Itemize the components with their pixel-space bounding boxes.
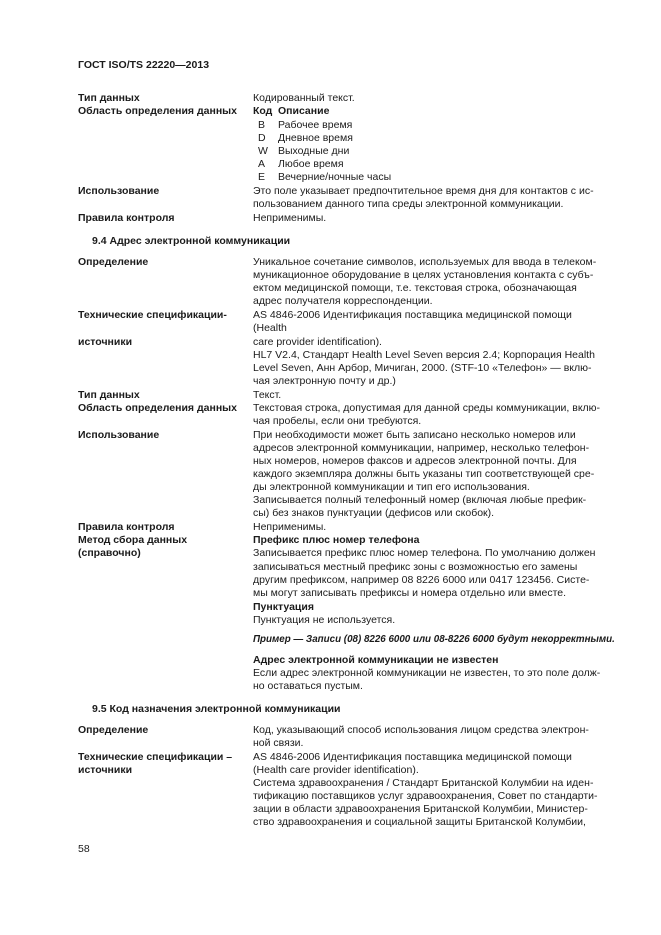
example-note: Пример — Записи (08) 8226 6000 или 08-8226 6000 будут некорректными.: [253, 634, 615, 645]
usage-line: ных номеров, номеров факсов и адресов электронной почты. Для: [253, 455, 577, 467]
unknown-address-line: но оставаться пустым.: [253, 680, 363, 692]
section-9-4-title: 9.4 Адрес электронной коммуникации: [92, 235, 291, 247]
punctuation-heading: Пунктуация: [253, 601, 314, 613]
usage-line: ды электронной коммуникации и тип его использования.: [253, 481, 530, 493]
usage-label: Использование: [78, 185, 160, 197]
description-column-header: Описание: [278, 105, 330, 117]
definition-label: Определение: [78, 256, 149, 268]
usage-line: адресов электронной коммуникации, например, несколько телефон-: [253, 442, 590, 454]
usage-line: каждого экземпляра должны быть указаны тип соответствующей сре-: [253, 468, 595, 480]
usage-label: Использование: [78, 429, 160, 441]
definition-line: Уникальное сочетание символов, используемых для ввода в телеком-: [253, 256, 597, 268]
code-item: D: [258, 132, 266, 144]
punctuation-value: Пунктуация не используется.: [253, 614, 396, 626]
prefix-line: мы могут записывать префиксы и номера отдельно или вместе.: [253, 587, 567, 599]
data-type-value: Текст.: [253, 389, 282, 401]
usage-line: Это поле указывает предпочтительное время дня для контактов с ис-: [253, 185, 594, 197]
code-item: A: [258, 158, 266, 170]
definition-label: Определение: [78, 724, 149, 736]
definition-line: муникационное оборудование в целях установления контакта с субъ-: [253, 269, 594, 281]
domain-line: Текстовая строка, допустимая для данной среды коммуникации, вклю-: [253, 402, 601, 414]
data-domain-label: Область определения данных: [78, 402, 237, 414]
tech-spec-label-sources: источники: [78, 336, 133, 348]
code-item: B: [258, 119, 266, 131]
tech-spec-line: ство здравоохранения и социальной защиты Британской Колумбии,: [253, 816, 586, 828]
code-description: Любое время: [278, 158, 344, 170]
tech-spec-line: (Health care provider identification).: [253, 764, 419, 776]
definition-line: ной связи.: [253, 737, 304, 749]
tech-spec-line: тификацию поставщиков услуг здравоохранения, Совет по стандарти-: [253, 790, 598, 802]
code-description: Выходные дни: [278, 145, 350, 157]
code-item: E: [258, 171, 266, 183]
rules-label: Правила контроля: [78, 212, 175, 224]
data-domain-label: Область определения данных: [78, 105, 237, 117]
tech-spec-line: HL7 V2.4, Стандарт Health Level Seven версия 2.4; Корпорация Health: [253, 349, 595, 361]
usage-line: Записывается полный телефонный номер (включая любые префик-: [253, 494, 587, 506]
tech-spec-label: Технические спецификации –: [78, 751, 233, 763]
tech-spec-line: (Health: [253, 322, 287, 334]
code-column-header: Код: [253, 105, 273, 117]
prefix-line: другим префиксом, например 08 8226 6000 или 0417 123456. Систе-: [253, 574, 590, 586]
data-type-label: Тип данных: [78, 389, 140, 401]
prefix-heading: Префикс плюс номер телефона: [253, 534, 420, 546]
tech-spec-line: зации в области здравоохранения Британской Колумбии, Министер-: [253, 803, 588, 815]
prefix-line: записываться местный префикс зоны с возможностью его замены: [253, 561, 578, 573]
rules-label: Правила контроля: [78, 521, 175, 533]
data-type-label: Тип данных: [78, 92, 140, 104]
tech-spec-line: Система здравоохранения / Стандарт Британской Колумбии на иден-: [253, 777, 594, 789]
usage-line: пользованием данного типа среды электронной коммуникации.: [253, 198, 564, 210]
definition-line: адрес получателя корреспонденции.: [253, 295, 433, 307]
definition-line: Код, указывающий способ использования лицом средства электрон-: [253, 724, 589, 736]
code-description: Рабочее время: [278, 119, 353, 131]
tech-spec-line: AS 4846-2006 Идентификация поставщика медицинской помощи: [253, 309, 572, 321]
rules-value: Неприменимы.: [253, 521, 327, 533]
document-header: ГОСТ ISO/TS 22220—2013: [78, 59, 210, 71]
method-label-note: (справочно): [78, 547, 141, 559]
tech-spec-line: care provider identification).: [253, 336, 382, 348]
usage-line: сы) без знаков пунктуации (дефисов или скобок).: [253, 507, 495, 519]
unknown-address-heading: Адрес электронной коммуникации не известен: [253, 654, 499, 666]
tech-spec-label: Технические спецификации-: [78, 309, 227, 321]
tech-spec-label-sources: источники: [78, 764, 133, 776]
rules-value: Неприменимы.: [253, 212, 327, 224]
usage-line: При необходимости может быть записано несколько номеров или: [253, 429, 576, 441]
tech-spec-line: AS 4846-2006 Идентификация поставщика медицинской помощи: [253, 751, 572, 763]
code-description: Вечерние/ночные часы: [278, 171, 392, 183]
prefix-line: Записывается префикс плюс номер телефона. По умолчанию должен: [253, 547, 596, 559]
definition-line: ектом медицинской помощи, т.е. текстовая строка, обозначающая: [253, 282, 577, 294]
domain-line: чая пробелы, если они требуются.: [253, 415, 422, 427]
method-label: Метод сбора данных: [78, 534, 188, 546]
code-description: Дневное время: [278, 132, 353, 144]
tech-spec-line: чая электронную почту и др.): [253, 375, 396, 387]
data-type-value: Кодированный текст.: [253, 92, 355, 104]
tech-spec-line: Level Seven, Анн Арбор, Мичиган, 2000. (STF-10 «Телефон» — вклю-: [253, 362, 592, 374]
unknown-address-line: Если адрес электронной коммуникации не известен, то это поле долж-: [253, 667, 601, 679]
section-9-5-title: 9.5 Код назначения электронной коммуникации: [92, 703, 341, 715]
code-item: W: [258, 145, 268, 157]
page-number: 58: [78, 843, 90, 855]
